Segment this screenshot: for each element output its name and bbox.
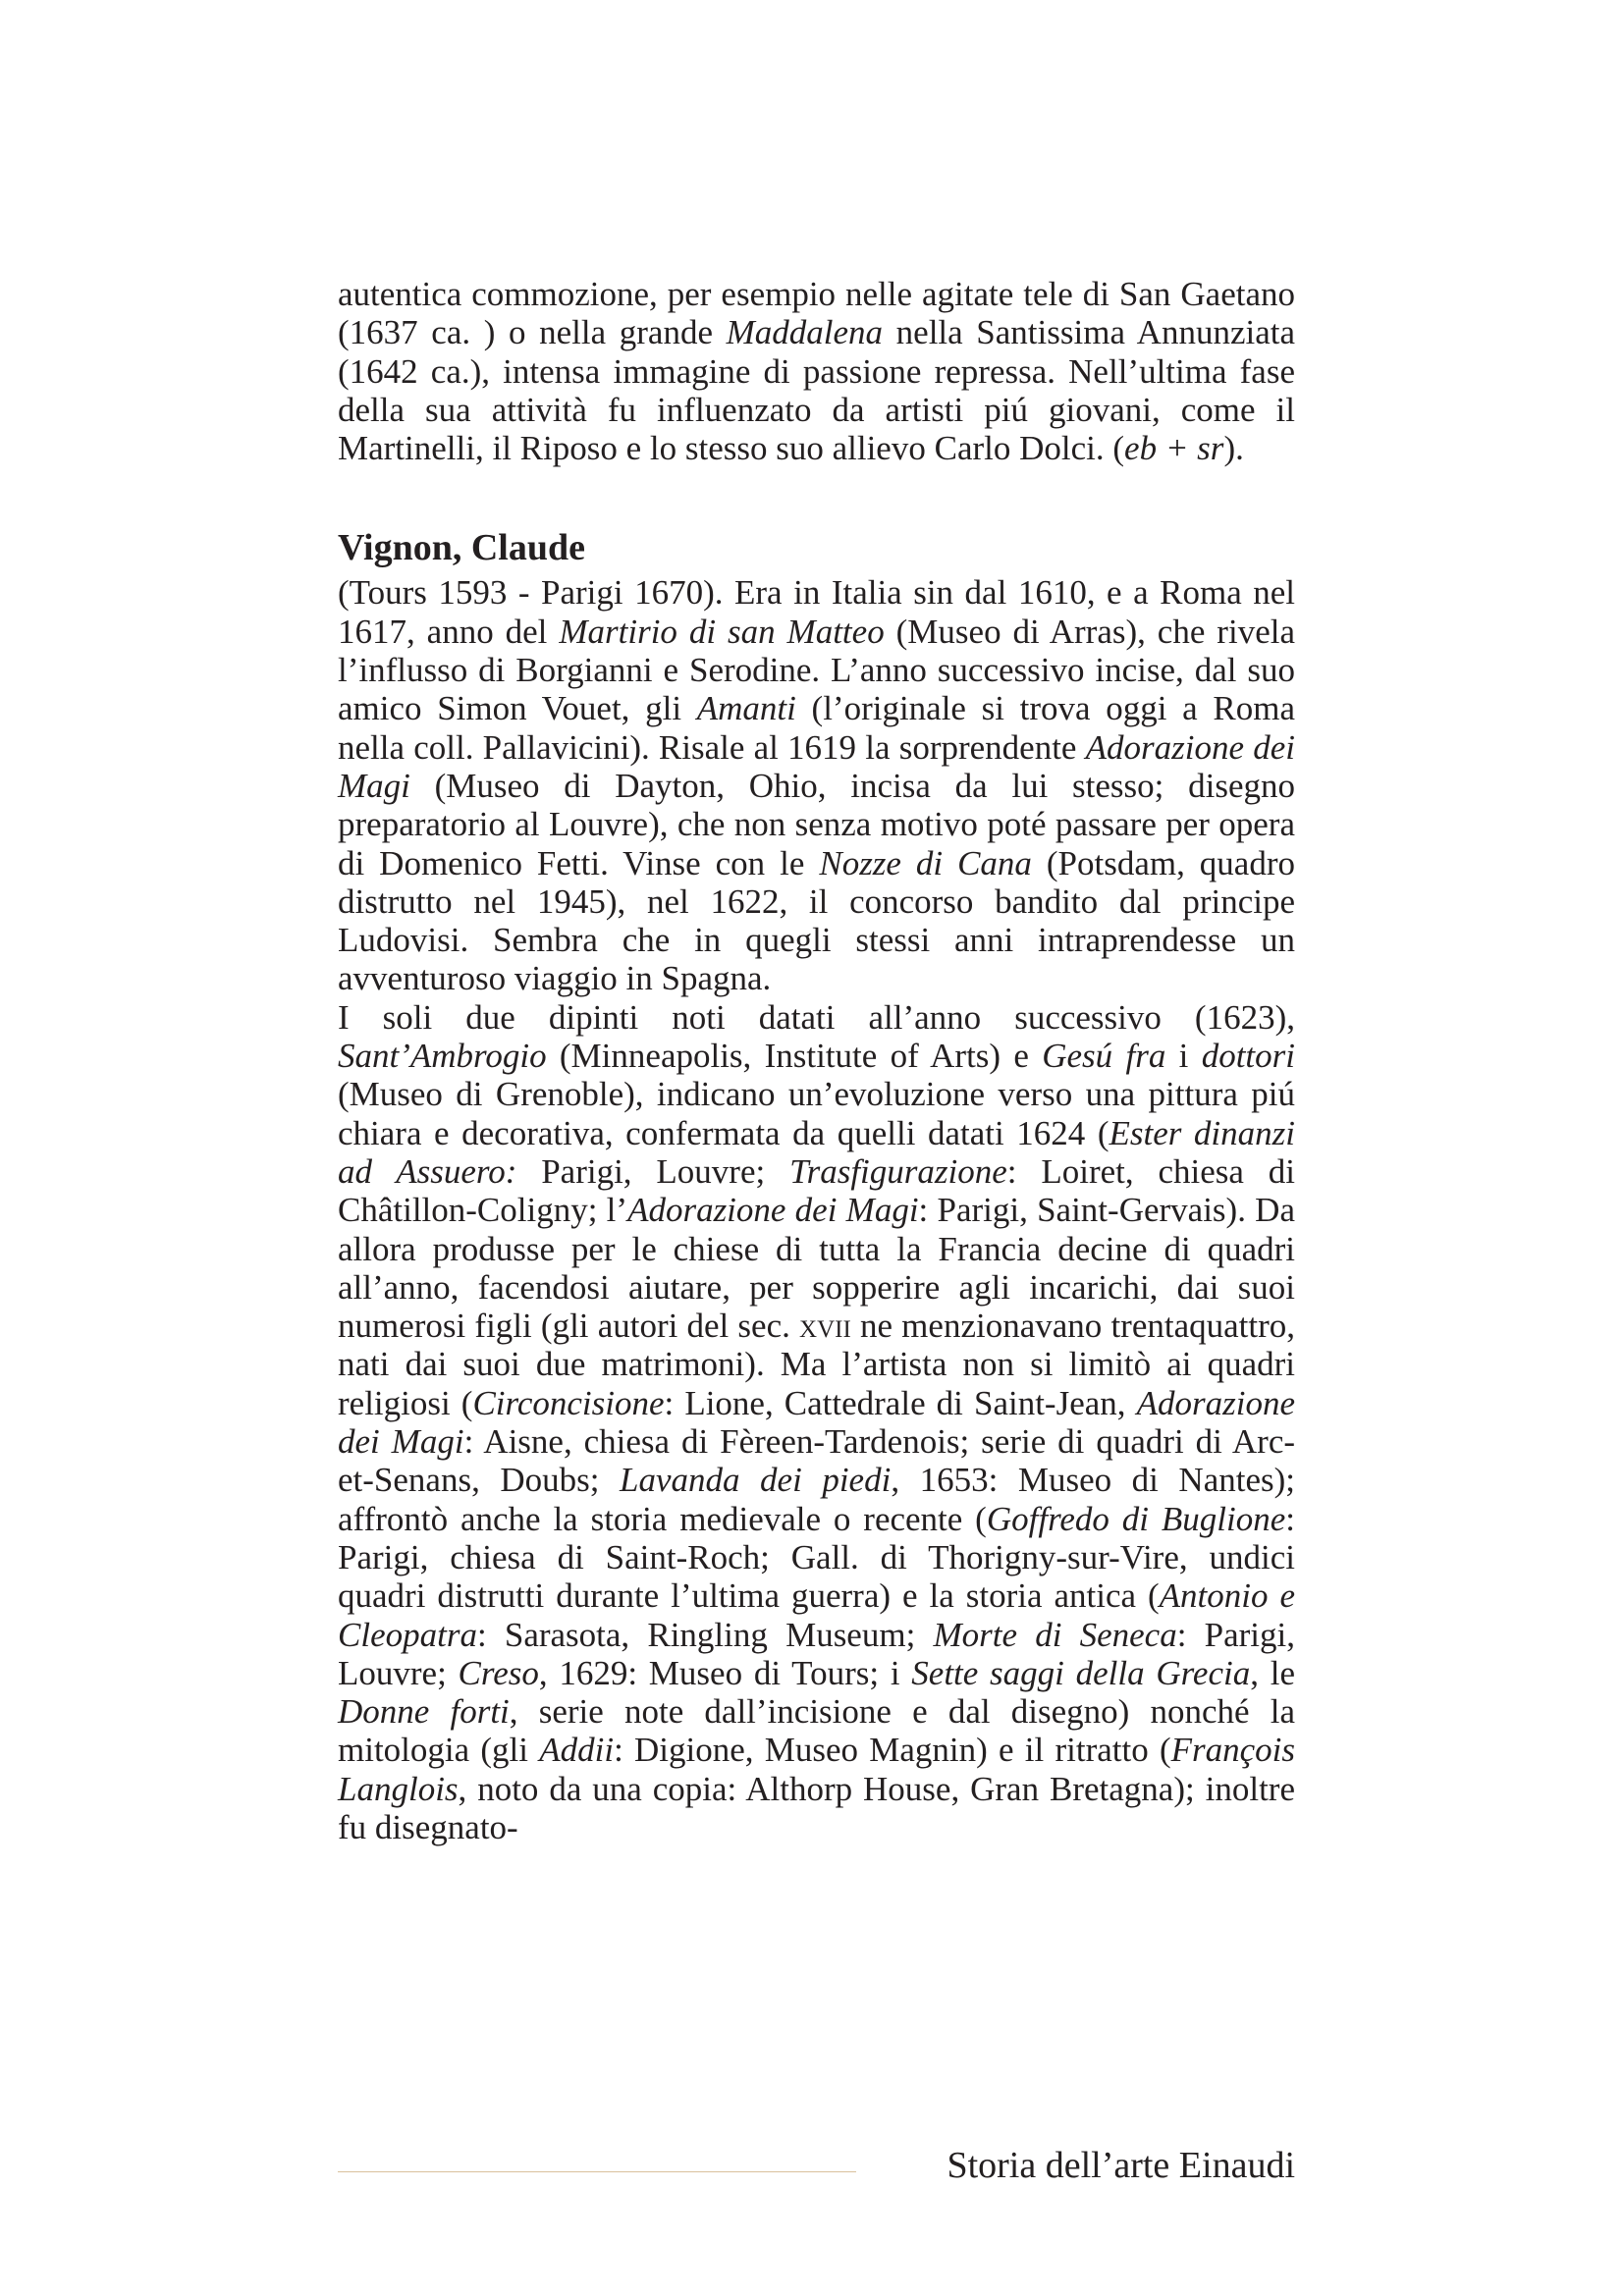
italic-run: Trasfigurazione [789,1151,1007,1191]
italic-run: Maddalena [726,313,884,352]
page-footer [338,2144,1295,2187]
text-run: (Tours 1593 - Parigi 1670). Era in Italia sin dal 1610, e a Roma nel 1617, anno del [338,573,1295,651]
italic-run: Martirio di san Matteo [559,612,885,651]
text-run: , 1653: Museo di Nantes); affrontò anche la storia medievale o recente ( [338,1461,1295,1538]
text-run: ne menzionavano trentaquattro, nati dai suoi due matrimoni). Ma l’artista non si limitò ai quadri religiosi ( [338,1307,1296,1422]
text-run: , noto da una copia: Althorp House, Gran Bretagna); inoltre fu disegnato- [338,1769,1295,1846]
lead-paragraph [338,275,1295,467]
text-run: I soli due dipinti noti datati all’anno successivo (1623), [338,997,1295,1037]
text-run: i [1165,1037,1202,1076]
footer-rule [338,2171,856,2172]
text-run: : Sarasota, Ringling Museum; [476,1615,934,1654]
italic-run: François Langlois [338,1731,1295,1808]
italic-run: eb + sr [1124,429,1224,468]
footer-label: Storia dell’arte Einaudi [947,2145,1295,2186]
italic-run: Morte di Seneca [933,1615,1177,1654]
text-run: : Parigi, chiesa di Saint-Roch; Gall. di Thorigny-sur-Vire, undici quadri distrutti durante l’ultima guerra) e la storia antica ( [338,1499,1295,1616]
small-caps-run: xvii [799,1307,851,1346]
text-run: : Loiret, chiesa di Châtillon-Coligny; l’ [338,1151,1296,1230]
text-run: : Aisne, chiesa di Fèreen-Tardenois; serie di quadri di Arc-et-Senans, Doubs; [338,1422,1296,1500]
italic-run: Donne forti [338,1692,510,1732]
text-run: (Museo di Dayton, Ohio, incisa da lui stesso; disegno preparatorio al Louvre), che non senza motivo poté passare per opera di Domenico Fetti. Vinse con le [338,766,1295,882]
text-run: Parigi, Louvre; [516,1151,790,1191]
text-run: , serie note dall’incisione e dal disegno) nonché la mitologia (gli [338,1692,1295,1770]
italic-run: Adorazione dei Magi [338,1383,1295,1462]
entry-paragraph-1 [338,573,1295,997]
entry-title: Vignon, Claude [338,527,585,569]
italic-run: Amanti [696,689,796,728]
text-run: : Lione, Cattedrale di Saint-Jean, [664,1383,1137,1422]
italic-run: Nozze di Cana [819,843,1032,882]
italic-run: Ester dinanzi ad Assuero: [338,1113,1296,1191]
italic-run: Circoncisione [472,1383,665,1422]
italic-run: Sant’Ambrogio [338,1037,547,1076]
text-run: : Parigi, Saint-Gervais). Da allora produsse per le chiese di tutta la Francia decine di quadri all’anno, facendosi aiutare, per sopperire agli incarichi, dai suoi numerosi figli (gli autori del sec. [338,1191,1295,1346]
text-run: , le [1250,1653,1295,1692]
italic-run: dottori [1201,1037,1295,1076]
text-run: nella Santissima Annunziata (1642 ca.), intensa immagine di passione repressa. Nell’ultima fase della sua attività fu influenzato da artisti piú giovani, come il Martinelli, il Riposo e lo stesso suo allievo Carlo Dolci. ( [338,313,1296,468]
text-run: , 1629: Museo di Tours; i [538,1653,912,1692]
text-run: (Minneapolis, Institute of Arts) e [546,1037,1043,1076]
italic-run: Addii [539,1731,615,1770]
italic-run: Lavanda dei piedi [620,1461,892,1500]
italic-run: Antonio e Cleopatra [338,1576,1295,1654]
italic-run: Goffredo di Buglione [986,1499,1286,1538]
text-run: : Digione, Museo Magnin) e il ritratto ( [614,1731,1171,1770]
text-run: (Museo di Grenoble), indicano un’evoluzione verso una pittura piú chiara e decorativa, confermata da quelli datati 1624 ( [338,1075,1295,1152]
italic-run: Gesú fra [1042,1037,1166,1076]
italic-run: Sette saggi della Grecia [911,1653,1251,1692]
text-run: : Parigi, Louvre; [338,1615,1295,1692]
italic-run: Adorazione dei Magi [338,727,1296,805]
italic-run: Creso [458,1653,539,1692]
text-run: (l’originale si trova oggi a Roma nella coll. Pallavicini). Risale al 1619 la sorprendente [338,689,1295,767]
entry-paragraph-2 [338,998,1295,1847]
text-run: (Potsdam, quadro distrutto nel 1945), nel 1622, il concorso bandito dal principe Ludovisi. Sembra che in quegli stessi anni intraprendesse un avventuroso viaggio in Spagna. [338,843,1295,998]
text-column [338,275,1295,1846]
italic-run: Adorazione dei Magi [627,1191,919,1230]
text-run: (Museo di Arras), che rivela l’influsso di Borgianni e Serodine. L’anno successivo incise, dal suo amico Simon Vouet, gli [338,612,1295,728]
text-run: autentica commozione, per esempio nelle agitate tele di San Gaetano (1637 ca. ) o nella grande [338,275,1295,352]
text-run: ). [1223,429,1244,468]
